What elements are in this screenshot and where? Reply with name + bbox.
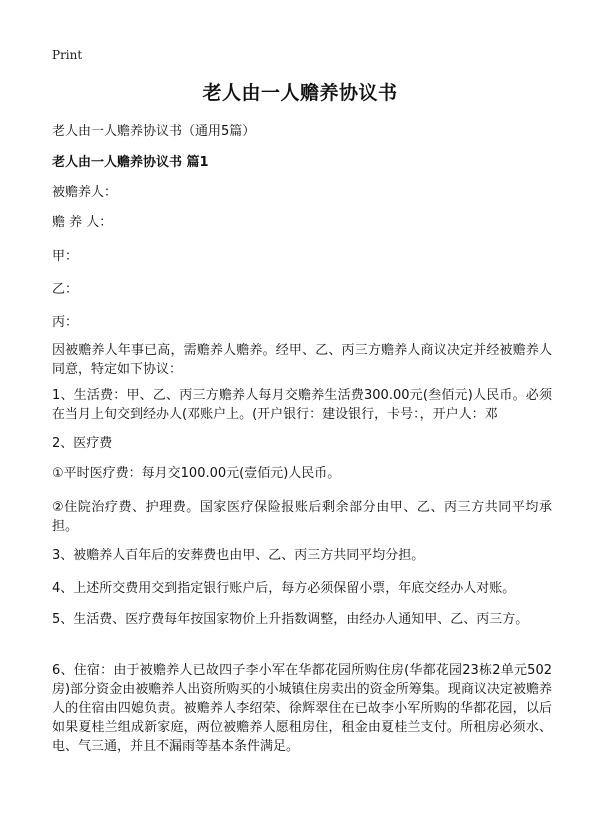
party-yi-line: 乙： <box>52 282 79 297</box>
dependent-line: 被赡养人： <box>52 185 118 200</box>
document-title: 老人由一人赡养协议书 <box>202 82 398 104</box>
supporter-line: 赡 养 人： <box>52 215 113 230</box>
print-label: Print <box>52 48 83 62</box>
item-2b-paragraph: ②住院治疗费、护理费。国家医疗保险报账后剩余部分由甲、乙、丙三方共同平均承担。 <box>52 500 552 534</box>
item-4-paragraph: 4、上述所交费用交到指定银行账户后，每方必须保留小票，年底交经办人对账。 <box>52 581 516 596</box>
document-subtitle: 老人由一人赡养协议书（通用5篇） <box>52 124 256 139</box>
item-5-paragraph: 5、生活费、医疗费每年按国家物价上升指数调整，由经办人通知甲、乙、丙三方。 <box>52 612 529 627</box>
item-1-paragraph: 1、生活费：甲、乙、丙三方赡养人每月交赡养生活费300.00元(叁佰元)人民币。必须在当月上旬交到经办人(邓账户上。(开户银行：建设银行，卡号：，开户人：邓 <box>52 388 552 422</box>
intro-paragraph: 因被赡养人年事已高，需赡养人赡养。经甲、乙、丙三方赡养人商议决定并经被赡养人同意，特定如下协议： <box>52 343 552 377</box>
item-2a-paragraph: ①平时医疗费：每月交100.00元(壹佰元)人民币。 <box>52 466 341 481</box>
item-6-paragraph: 6、住宿：由于被赡养人已故四子李小军在华都花园所购住房(华都花园23栋2单元502房)部分资金由被赡养人出资所购买的小城镇住房卖出的资金所筹集。现商议决定被赡养人的住宿由四媳负责。被赡养人李绍荣、徐辉翠住在已故李小军所购的华都花园，以后如果夏桂兰组成新家庭，两位被赡养人愿租房住，租金由夏桂兰支付。所租房必须水、电、气三通，并且不漏雨等基本条件满足。 <box>52 663 552 754</box>
party-jia-line: 甲： <box>52 249 79 264</box>
item-3-paragraph: 3、被赡养人百年后的安葬费也由甲、乙、丙三方共同平均分担。 <box>52 548 425 563</box>
item-2-heading: 2、医疗费 <box>52 436 113 451</box>
party-bing-line: 丙： <box>52 315 79 330</box>
section-heading: 老人由一人赡养协议书 篇1 <box>52 155 209 170</box>
